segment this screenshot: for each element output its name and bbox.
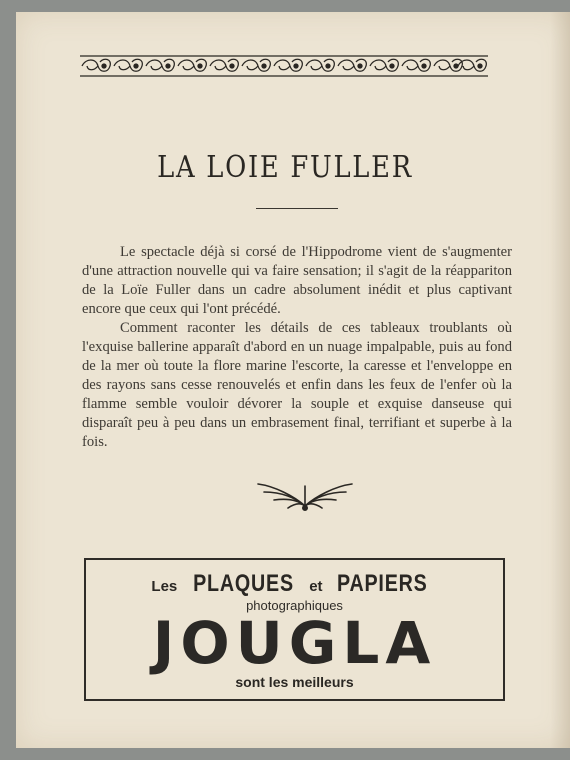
ad-subtitle: photographiques bbox=[246, 598, 343, 613]
paragraph-2: Comment raconter les détails de ces tableaux troublants où l'exquise ballerine apparaît d'abord en un nuage impalpable, puis au fond de la mer où toute la flore marine l'escorte, la caresse et l'enveloppe en des rayons sans cesse renouvelés et enfin dans les feux de l'enfer où la flamme semble vouloir dévorer la souple et exquise danseuse qui disparaît peu à peu dans un embrasement final, terrifiant et superbe à la fois. bbox=[82, 320, 512, 450]
article-body bbox=[82, 243, 512, 452]
ad-word-et: et bbox=[309, 578, 323, 595]
jougla-advertisement bbox=[84, 558, 505, 701]
ad-brand-name: JOUGLA bbox=[152, 609, 437, 677]
ad-word-les: Les bbox=[151, 578, 178, 595]
page-title: LA LOIE FULLER bbox=[157, 150, 413, 185]
fan-flourish-ornament-icon bbox=[254, 476, 356, 512]
title-underline bbox=[256, 208, 338, 209]
page-fold-shadow bbox=[550, 12, 570, 748]
floral-border-ornament-icon bbox=[78, 53, 490, 79]
paragraph-1: Le spectacle déjà si corsé de l'Hippodrome vient de s'augmenter d'une attraction nouvelle qui va faire sensation; il s'agit de la réappariton de la Loïe Fuller dans un cadre absolument inédit et plus captivant encore que ceux qui l'ont précédé. bbox=[82, 244, 512, 317]
ad-headline bbox=[86, 570, 503, 598]
ad-word-plaques: PLAQUES bbox=[192, 570, 294, 597]
ad-tagline: sont les meilleurs bbox=[235, 674, 354, 690]
ad-word-papiers: PAPIERS bbox=[336, 570, 428, 597]
